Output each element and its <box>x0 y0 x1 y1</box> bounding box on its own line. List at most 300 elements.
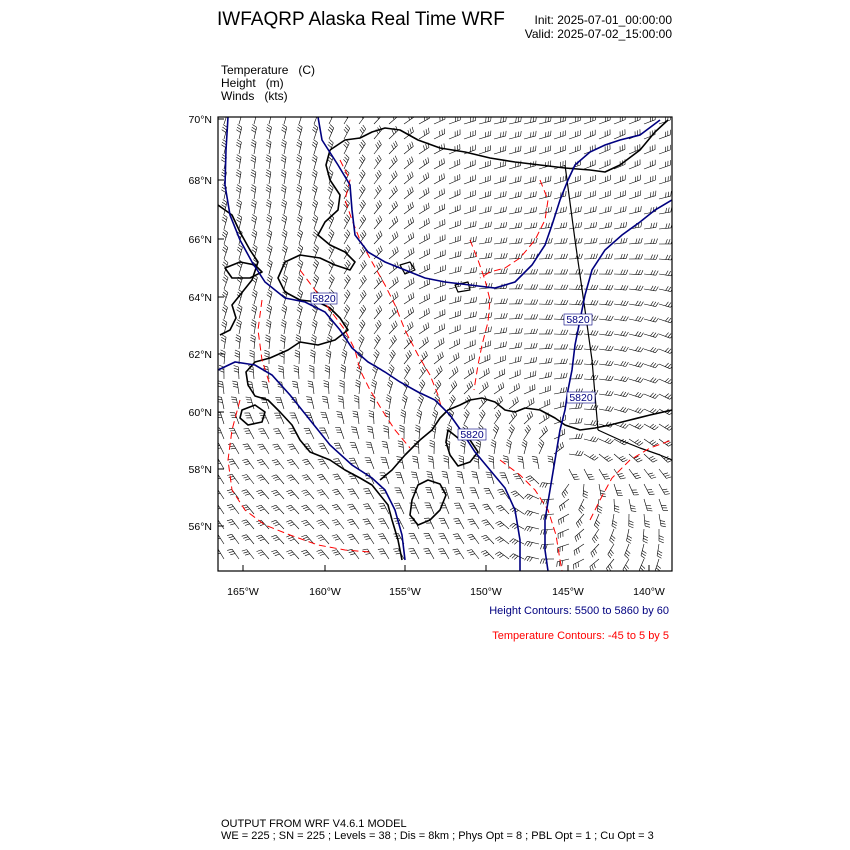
wind-barb-feather <box>650 332 653 336</box>
wind-barb-feather <box>440 131 441 136</box>
wind-barb-feather <box>548 192 549 197</box>
wind-barb <box>509 347 521 349</box>
wind-barb-feather <box>423 340 425 345</box>
wind-barb-feather <box>297 187 301 190</box>
wind-barb-feather <box>330 305 334 309</box>
wind-barb-feather <box>590 479 595 480</box>
wind-barb-feather <box>346 112 349 116</box>
wind-barb-feather <box>666 255 668 260</box>
wind-barb-feather <box>518 328 519 333</box>
wind-barb <box>389 190 397 199</box>
wind-barb-feather <box>551 372 552 377</box>
wind-barb-feather <box>267 247 271 250</box>
wind-barb-feather <box>579 510 582 514</box>
wind-barb-feather <box>224 110 228 113</box>
wind-barb-feather <box>548 344 550 349</box>
wind-barb-feather <box>608 554 611 558</box>
wind-barb <box>459 503 464 514</box>
wind-barb <box>458 534 464 544</box>
wind-barb-feather <box>390 367 393 371</box>
wind-barb-feather <box>533 357 534 362</box>
wind-barb-feather <box>235 350 240 352</box>
wind-barb-feather <box>425 251 426 256</box>
wind-barb <box>479 136 491 139</box>
wind-barb-feather <box>376 295 378 300</box>
wind-barb <box>400 488 405 499</box>
wind-barb <box>359 114 366 124</box>
wind-barb <box>509 212 521 214</box>
wind-barb-feather <box>561 285 563 290</box>
wind-barb-feather <box>653 394 656 398</box>
wind-barb-feather <box>533 192 534 197</box>
wind-barb <box>644 150 655 155</box>
wind-barb-feather <box>283 230 287 233</box>
wind-barb-feather <box>366 523 371 524</box>
wind-barb-feather <box>343 159 347 163</box>
wind-barb-feather <box>653 302 656 306</box>
wind-barb <box>449 179 460 184</box>
wind-barb-feather <box>220 355 225 357</box>
wind-barb-feather <box>471 253 472 258</box>
wind-barb-feather <box>267 235 271 238</box>
wind-barb-feather <box>439 551 444 552</box>
wind-barb-feather <box>665 378 669 382</box>
wind-barb-feather <box>593 551 595 555</box>
wind-barb-feather <box>593 270 595 275</box>
wind-barb-feather <box>455 341 456 346</box>
wind-barb-feather <box>575 479 580 480</box>
wind-barb-feather <box>369 416 374 418</box>
wind-barb-feather <box>623 392 626 396</box>
wind-barb-feather <box>530 528 533 532</box>
wind-barb-feather <box>578 207 579 212</box>
wind-barb-feather <box>213 534 218 535</box>
wind-barb-feather <box>468 519 473 520</box>
wind-barb-feather <box>297 235 301 238</box>
wind-barb-feather <box>563 344 565 349</box>
wind-barb-feather <box>245 431 250 432</box>
wind-barb-feather <box>591 285 593 290</box>
wind-barb <box>269 337 270 349</box>
wind-barb <box>434 119 445 124</box>
wind-barb-feather <box>518 459 523 460</box>
wind-barb-feather <box>252 140 256 143</box>
wind-barb-feather <box>392 145 394 150</box>
wind-barb-feather <box>510 523 514 526</box>
wind-barb-feather <box>364 110 367 114</box>
wind-barb-feather <box>364 536 369 537</box>
wind-barb-feather <box>354 398 359 400</box>
wind-barb-feather <box>378 308 380 312</box>
wind-barb <box>464 257 476 259</box>
wind-barb-feather <box>348 489 353 490</box>
wind-barb <box>419 356 428 365</box>
wind-barb-feather <box>530 557 533 561</box>
wind-barb-feather <box>548 456 553 457</box>
wind-barb-feather <box>476 236 477 241</box>
wind-barb <box>599 135 610 140</box>
wind-barb-feather <box>608 407 611 411</box>
wind-barb-feather <box>472 355 473 360</box>
wind-barb-feather <box>242 459 247 460</box>
wind-barb-feather <box>521 314 523 319</box>
wind-barb-feather <box>346 125 349 129</box>
wind-barb <box>509 196 521 199</box>
wind-barb-feather <box>451 397 454 401</box>
wind-barb-feather <box>452 370 454 375</box>
wind-barb-feather <box>651 208 652 213</box>
wind-barb-feather <box>393 323 395 328</box>
wind-barb-feather <box>561 239 562 244</box>
wind-barb-feather <box>576 523 579 527</box>
wind-barb-feather <box>444 458 449 460</box>
wind-barb-feather <box>313 172 317 175</box>
wind-barb-feather <box>427 235 428 240</box>
wind-barb-feather <box>280 355 285 357</box>
wind-barb-feather <box>303 537 308 539</box>
wind-barb-feather <box>297 264 301 267</box>
wind-barb-feather <box>333 459 338 460</box>
wind-barb-feather <box>230 509 235 511</box>
wind-barb-feather <box>298 232 302 235</box>
wind-barb-feather <box>531 314 533 319</box>
wind-barb-feather <box>364 290 367 294</box>
wind-barb-feather <box>653 270 655 275</box>
wind-barb-feather <box>297 130 301 133</box>
wind-barb-feather <box>377 280 379 285</box>
wind-barb-feather <box>412 456 417 457</box>
wind-barb-feather <box>645 526 650 527</box>
wind-barb-feather <box>596 520 600 523</box>
wind-barb-feather <box>663 473 668 475</box>
height-label: 5820 <box>460 429 484 441</box>
wind-barb-feather <box>668 334 671 338</box>
wind-barb-feather <box>621 270 623 275</box>
wind-barb-feather <box>258 444 263 445</box>
wind-barb-feather <box>536 269 538 274</box>
wind-barb <box>501 505 509 514</box>
wind-barb-feather <box>503 458 508 459</box>
wind-barb-feather <box>606 331 609 335</box>
wind-barb-feather <box>273 444 278 445</box>
wind-barb-feather <box>416 425 421 427</box>
wind-barb <box>500 521 509 529</box>
wind-barb-feather <box>406 355 409 359</box>
wind-barb <box>494 332 506 334</box>
wind-barb-feather <box>301 550 306 552</box>
wind-barb <box>374 145 381 154</box>
wind-barb-feather <box>536 146 537 151</box>
wind-barb <box>449 330 460 334</box>
wind-barb-feather <box>507 440 511 443</box>
wind-barb-feather <box>267 112 271 115</box>
wind-barb <box>599 243 611 244</box>
wind-barb-feather <box>426 324 427 329</box>
wind-barb-feather <box>347 519 352 520</box>
wind-barb-feather <box>578 548 579 553</box>
wind-barb-feather <box>351 493 356 494</box>
wind-barb-feather <box>383 426 388 427</box>
wind-barb-feather <box>501 223 502 228</box>
wind-barb-feather <box>362 320 365 324</box>
wind-barb <box>464 345 475 349</box>
wind-barb-feather <box>608 566 610 570</box>
wind-barb <box>479 303 491 304</box>
wind-barb-feather <box>426 129 427 134</box>
wind-barb-feather <box>223 125 227 128</box>
wind-barb-feather <box>278 366 283 367</box>
wind-barb-feather <box>659 541 664 543</box>
wind-barb-feather <box>252 307 256 310</box>
wind-barb-feather <box>299 260 303 263</box>
lon-label: 165°W <box>227 586 259 598</box>
wind-barb-feather <box>227 519 232 520</box>
wind-barb <box>419 313 429 319</box>
wind-barb-feather <box>284 275 288 278</box>
wind-barb <box>579 499 584 510</box>
wind-barb-feather <box>290 494 295 496</box>
wind-barb-feather <box>290 479 295 481</box>
wind-barb-feather <box>320 509 325 511</box>
wind-barb <box>419 118 430 124</box>
wind-barb-feather <box>266 322 270 325</box>
wind-barb-feather <box>229 551 234 552</box>
wind-barb-feather <box>558 445 559 450</box>
wind-barb-feather <box>566 254 568 259</box>
wind-barb-feather <box>511 415 513 419</box>
wind-barb-feather <box>347 245 350 249</box>
wind-barb <box>419 284 430 289</box>
wind-barb-feather <box>396 232 398 237</box>
wind-barb-feather <box>236 325 240 328</box>
wind-barb-feather <box>438 380 441 384</box>
wind-barb-feather <box>252 185 256 188</box>
wind-barb-feather <box>540 545 542 550</box>
wind-barb-feather <box>429 294 430 299</box>
wind-barb-feather <box>297 310 301 313</box>
lat-label: 56°N <box>188 521 212 533</box>
wind-barb-feather <box>468 370 469 375</box>
wind-barb-feather <box>544 428 546 433</box>
wind-barb <box>509 181 521 184</box>
wind-barb-feather <box>426 189 427 194</box>
wind-barb-feather <box>253 292 257 295</box>
wind-barb-feather <box>267 280 271 283</box>
wind-barb-feather <box>315 245 319 248</box>
wind-barb <box>284 337 285 349</box>
wind-barb <box>479 317 491 319</box>
wind-barb-feather <box>563 300 565 305</box>
wind-barb-feather <box>529 496 533 500</box>
wind-barb-feather <box>598 506 602 509</box>
wind-barb <box>449 271 461 274</box>
wind-barb <box>644 274 656 275</box>
wind-barb-feather <box>230 431 235 432</box>
wind-barb-feather <box>282 235 286 238</box>
wind-barb-feather <box>576 285 578 290</box>
wind-barb-feather <box>298 307 302 310</box>
wind-barb-feather <box>594 525 598 528</box>
wind-barb-feather <box>350 476 355 477</box>
wind-barb <box>554 304 566 305</box>
wind-barb-feather <box>506 191 507 196</box>
wind-barb-feather <box>528 478 533 480</box>
wind-barb-feather <box>623 270 625 275</box>
wind-barb-feather <box>501 269 503 274</box>
wind-barb-feather <box>344 129 347 133</box>
wind-barb-feather <box>369 413 374 415</box>
wind-barb <box>434 178 445 184</box>
wind-barb-feather <box>238 305 242 308</box>
wind-barb-feather <box>321 448 326 449</box>
wind-barb-feather <box>638 460 642 462</box>
wind-barb <box>629 180 640 184</box>
wind-barb-feather <box>580 507 583 511</box>
wind-barb <box>374 397 375 409</box>
wind-barb-feather <box>596 375 598 380</box>
wind-barb <box>356 427 359 439</box>
wind-barb-feather <box>611 361 613 365</box>
wind-barb-feather <box>621 223 622 228</box>
wind-barb-feather <box>426 538 431 539</box>
wind-barb-feather <box>485 383 487 388</box>
wind-barb <box>479 332 491 335</box>
wind-barb-feather <box>405 369 408 373</box>
wind-barb-feather <box>641 302 644 306</box>
wind-barb-feather <box>296 145 300 148</box>
wind-barb <box>494 303 506 304</box>
wind-barb-feather <box>653 379 656 383</box>
wind-barb-feather <box>312 205 316 208</box>
wind-barb-feather <box>266 157 270 160</box>
wind-barb-feather <box>581 222 582 227</box>
wind-barb-feather <box>397 262 399 267</box>
wind-barb-feather <box>378 534 383 535</box>
wind-barb-feather <box>324 383 329 385</box>
wind-barb-feather <box>518 207 519 212</box>
wind-barb-feather <box>597 511 601 513</box>
wind-barb-feather <box>641 286 643 290</box>
wind-barb <box>374 295 382 304</box>
wind-barb <box>542 514 554 515</box>
wind-barb-feather <box>521 238 522 243</box>
wind-barb-feather <box>638 378 641 382</box>
wind-barb <box>374 324 381 334</box>
wind-barb-feather <box>444 189 445 194</box>
wind-barb-feather <box>531 193 532 198</box>
wind-barb <box>644 514 645 526</box>
wind-barb-feather <box>518 254 520 259</box>
wind-barb <box>219 428 224 439</box>
wind-barb-feather <box>281 160 285 163</box>
wind-barb <box>239 113 242 125</box>
wind-barb <box>323 443 329 454</box>
wind-barb-feather <box>638 286 640 290</box>
wind-barb-feather <box>590 454 594 457</box>
wind-barb-feather <box>393 295 395 300</box>
wind-barb <box>443 533 449 544</box>
wind-barb-feather <box>625 555 629 558</box>
wind-barb-feather <box>275 509 280 511</box>
wind-barb-feather <box>221 160 225 163</box>
wind-barb-feather <box>283 305 287 308</box>
wind-barb-feather <box>303 477 308 479</box>
wind-barb <box>584 211 596 214</box>
wind-barb-feather <box>244 461 249 462</box>
wind-barb-feather <box>347 215 350 219</box>
wind-barb-feather <box>360 337 364 341</box>
wind-barb <box>599 149 610 154</box>
wind-barb-feather <box>213 459 218 460</box>
wind-barb-feather <box>273 507 278 509</box>
wind-barb <box>374 353 379 364</box>
wind-barb-feather <box>268 110 272 113</box>
wind-barb <box>276 535 284 544</box>
wind-barb-feather <box>656 302 659 306</box>
wind-barb-feather <box>548 461 553 462</box>
wind-barb-feather <box>330 277 333 281</box>
wind-barb-feather <box>410 143 412 148</box>
wind-barb-feather <box>606 254 608 259</box>
wind-barb <box>445 503 450 514</box>
wind-barb-feather <box>659 538 664 540</box>
wind-barb-feather <box>453 518 458 519</box>
wind-barb-feather <box>364 275 367 279</box>
wind-barb-feather <box>626 347 629 351</box>
wind-barb-feather <box>298 262 302 265</box>
wind-barb-feather <box>611 222 612 227</box>
wind-barb-feather <box>541 440 545 444</box>
wind-barb-feather <box>593 223 594 228</box>
wind-barb <box>513 539 524 544</box>
wind-barb-feather <box>621 254 623 259</box>
wind-barb-feather <box>639 443 643 446</box>
wind-barb-feather <box>658 551 662 554</box>
wind-barb <box>614 134 625 139</box>
longitude-axis <box>227 586 665 598</box>
wind-barb <box>509 319 521 320</box>
wind-barb-feather <box>335 539 340 541</box>
wind-barb <box>509 227 521 229</box>
wind-barb-feather <box>252 235 256 238</box>
lon-label: 160°W <box>309 586 341 598</box>
wind-barb-feather <box>267 127 271 130</box>
wind-barb-feather <box>409 533 414 534</box>
wind-barb-feather <box>665 363 668 367</box>
wind-barb-feather <box>499 398 501 403</box>
wind-barb-feather <box>591 254 593 259</box>
wind-barb-feather <box>266 145 270 148</box>
wind-barb <box>569 227 581 229</box>
wind-barb-feather <box>548 207 549 212</box>
wind-barb-feather <box>360 129 363 133</box>
wind-barb-feather <box>603 474 608 475</box>
wind-barb-feather <box>668 287 671 291</box>
wind-barb-feather <box>233 384 238 385</box>
wind-barb <box>449 344 460 349</box>
wind-barb-feather <box>224 305 228 308</box>
wind-barb <box>449 301 461 304</box>
wind-barb-feather <box>418 399 422 402</box>
wind-barb <box>464 272 476 274</box>
wind-barb <box>509 151 521 154</box>
wind-barb-feather <box>315 230 319 233</box>
wind-barb-feather <box>267 320 271 323</box>
wind-barb-feather <box>498 410 501 414</box>
height-contour <box>318 117 660 288</box>
wind-barb-feather <box>303 552 308 554</box>
wind-barb-feather <box>223 292 227 295</box>
